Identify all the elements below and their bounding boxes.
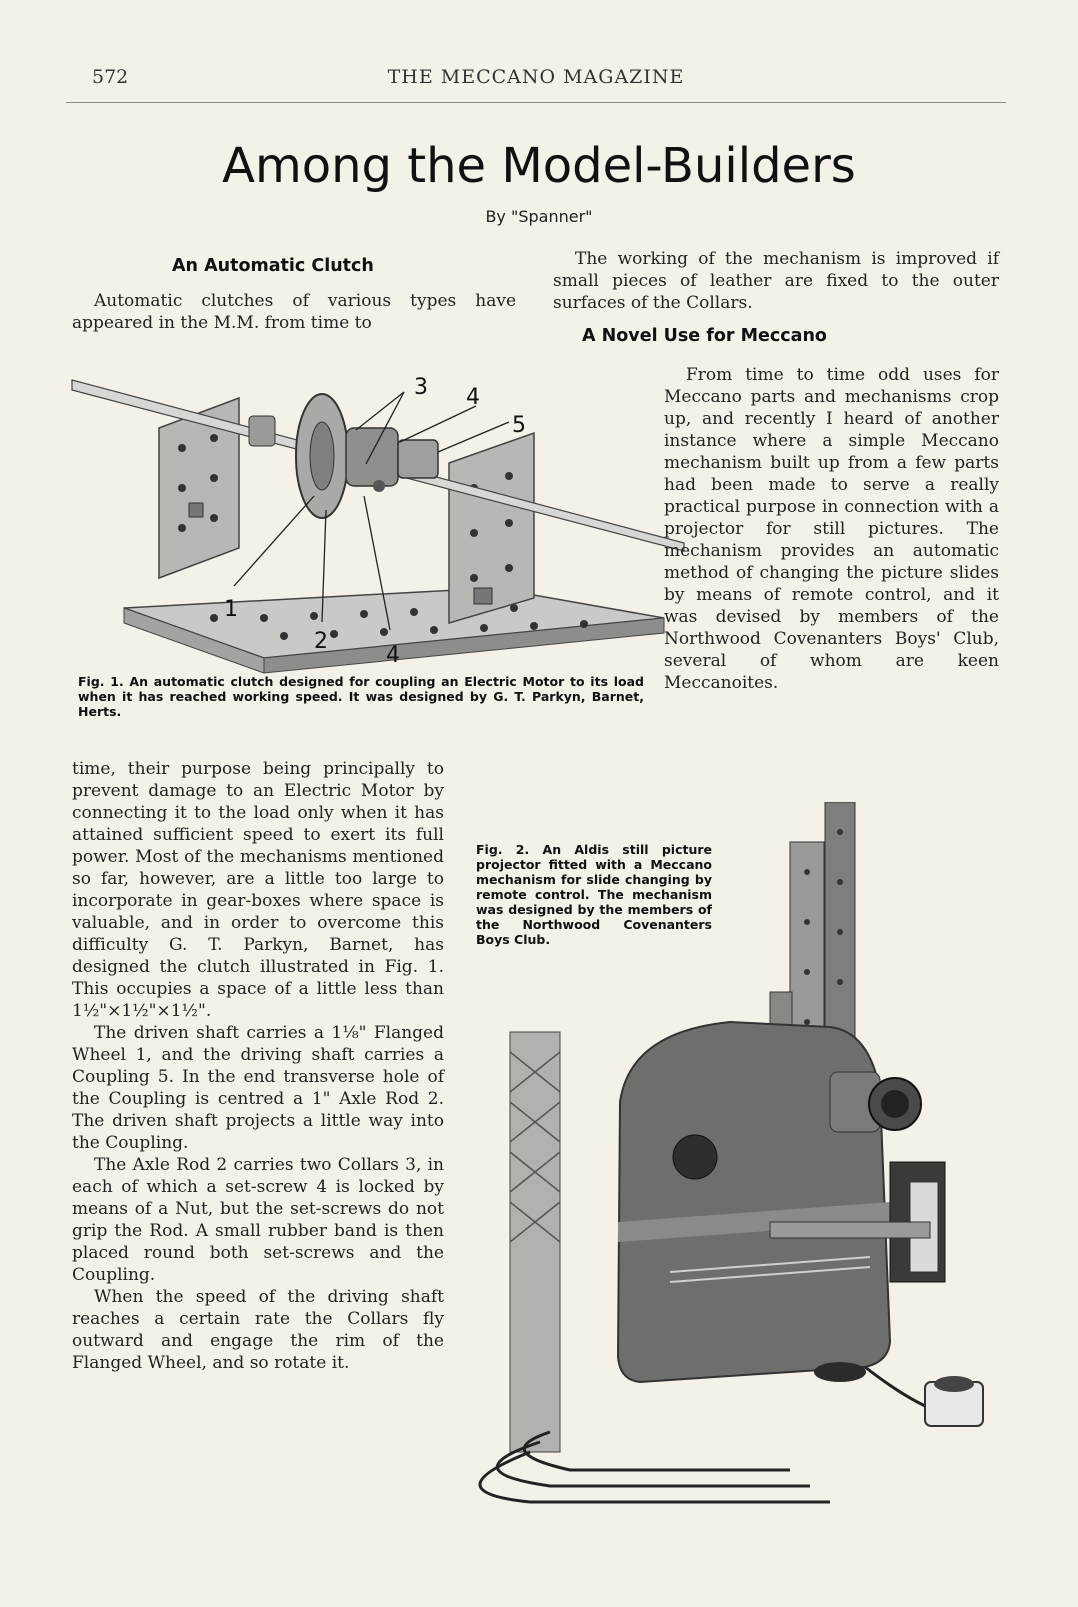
article-title: Among the Model-Builders	[222, 138, 856, 194]
page-number: 572	[92, 66, 129, 88]
article-byline: By "Spanner"	[485, 207, 593, 226]
clutch-intro-paragraph: Automatic clutches of various types have appeared in the M.M. from time to	[72, 291, 516, 333]
clutch-paragraph-2: The driven shaft carries a 1⅛" Flanged Wheel 1, and the driving shaft carries a Coupling 5. In the end transverse hole of the Coupling is centred a 1" Axle Rod 2. The driven shaft projects a little way into the Coupling.	[72, 1023, 444, 1153]
figure2-caption: Fig. 2. An Aldis still picture projector fitted with a Meccano mechanism for slide changing by remote control. The mechanism was designed by the members of the Northwood Covenanters Boys Club.	[476, 842, 712, 947]
collars-text	[553, 248, 999, 314]
fig1-label-2: 2	[314, 629, 328, 654]
clutch-paragraph-3: The Axle Rod 2 carries two Collars 3, in each of which a set-screw 4 is locked by means of a Nut, but the set-screws do not grip the Rod. A small rubber band is then placed round both set-screws and the Coupling.	[72, 1155, 444, 1285]
fig1-label-4-top: 4	[466, 385, 480, 410]
magazine-title: THE MECCANO MAGAZINE	[387, 66, 685, 88]
clutch-paragraph-1: time, their purpose being principally to prevent damage to an Electric Motor by connecting it to the load only when it has attained sufficient speed to exert its full power. Most of the mechanisms mentioned so far, however, are a little too large to incorporate in gear-boxes where space is valuable, and in order to overcome this difficulty G. T. Parkyn, Barnet, has designed the clutch illustrated in Fig. 1. This occupies a space of a little less than 1½"×1½"×1½".	[72, 759, 444, 1021]
clutch-illustration	[64, 368, 704, 680]
figure1-caption: Fig. 1. An automatic clutch designed for coupling an Electric Motor to its load when it has reached working speed. It was designed by G. T. Parkyn, Barnet, Herts.	[78, 674, 644, 719]
section-heading-clutch: An Automatic Clutch	[172, 256, 374, 276]
collars-paragraph: The working of the mechanism is improved if small pieces of leather are fixed to the outer surfaces of the Collars.	[553, 249, 999, 313]
clutch-paragraph-4: When the speed of the driving shaft reaches a certain rate the Collars fly outward and engage the rim of the Flanged Wheel, and so rotate it.	[72, 1287, 444, 1373]
novel-use-paragraph: From time to time odd uses for Meccano parts and mechanisms crop up, and recently I heard of another instance where a simple Meccano mechanism built up from a few parts had been made to serve a really practical purpose in connection with a projector for still pictures. The mechanism provides an automatic method of changing the picture slides by means of remote control, and it was devised by members of the Northwood Covenanters Boys' Club, several of whom are keen Meccanoites.	[664, 365, 999, 693]
fig1-label-4-bottom: 4	[386, 643, 400, 668]
running-header	[66, 62, 1006, 103]
fig1-label-5: 5	[512, 413, 526, 438]
section-heading-novel-use: A Novel Use for Meccano	[582, 326, 827, 346]
fig1-label-3: 3	[414, 375, 428, 400]
clutch-body-text	[72, 758, 444, 1374]
novel-use-text	[664, 364, 999, 694]
fig1-label-1: 1	[224, 597, 238, 622]
clutch-intro-text	[72, 290, 516, 334]
